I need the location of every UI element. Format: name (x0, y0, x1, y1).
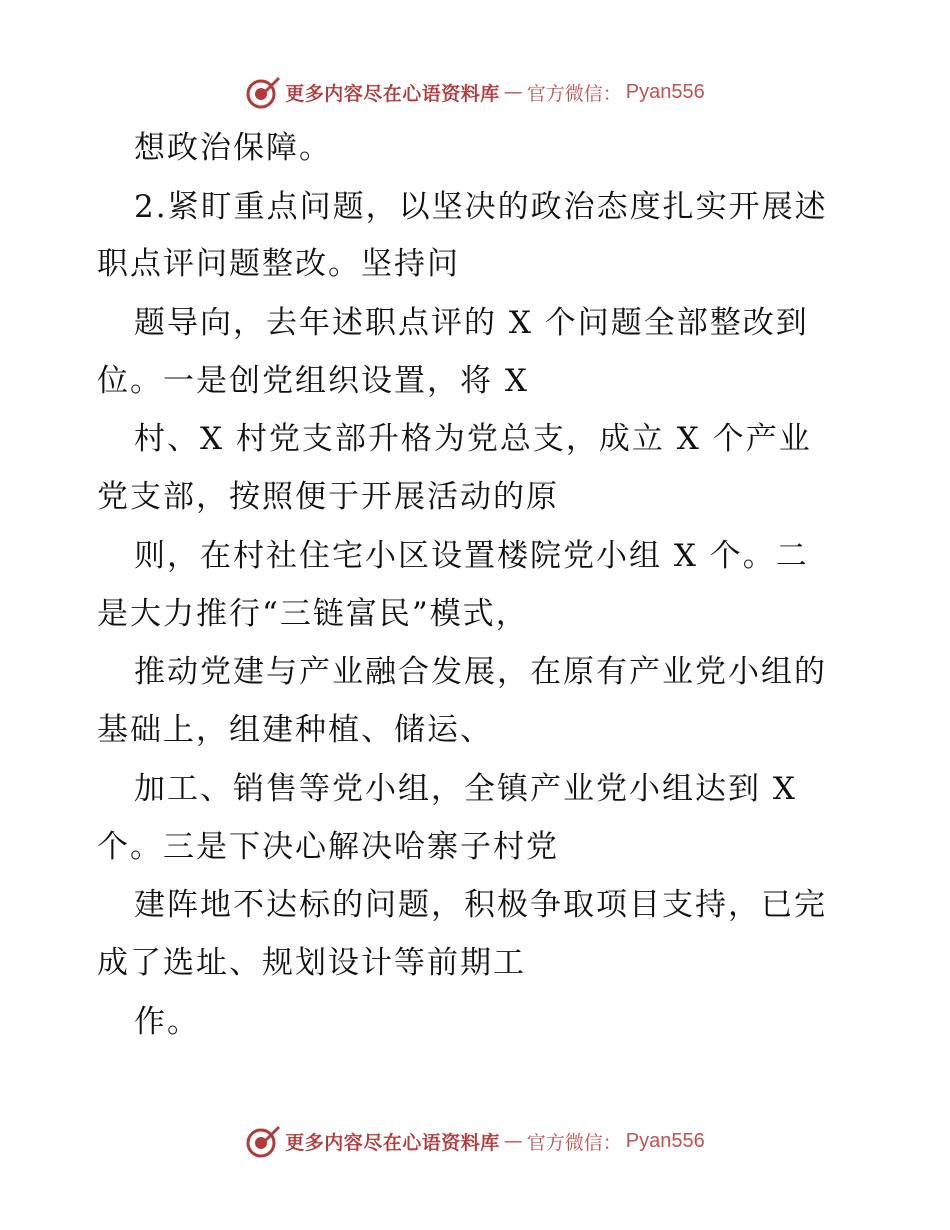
text-line: 则，在村社住宅小区设置楼院党小组 X 个。二 (134, 538, 809, 574)
watermark-label: 官方微信： (526, 1131, 622, 1154)
text-line: 党支部，按照便于开展活动的原 (97, 479, 559, 515)
text-line: 个。三是下决心解决哈寨子村党 (97, 829, 559, 865)
header-watermark (0, 72, 950, 112)
text-line: 加工、销售等党小组，全镇产业党小组达到 X (134, 771, 797, 807)
watermark-account: Pyan556 (625, 1129, 705, 1152)
watermark-account: Pyan556 (625, 80, 705, 103)
watermark-label: 官方微信： (526, 82, 622, 105)
watermark-dash: — (503, 81, 523, 103)
text-line: 是大力推行“三链富民”模式， (97, 596, 529, 632)
footer-watermark (0, 1121, 950, 1161)
text-line: 2.紧盯重点问题，以坚决的政治态度扎实开展述 (134, 189, 828, 225)
text-line: 成了选址、规划设计等前期工 (97, 945, 526, 981)
pen-logo-icon (245, 74, 281, 110)
text-line: 村、X 村党支部升格为党总支，成立 X 个产业 (134, 421, 812, 457)
text-line: 推动党建与产业融合发展，在原有产业党小组的 (134, 654, 827, 690)
watermark-text: 更多内容尽在心语资料库 (285, 82, 500, 105)
text-line: 想政治保障。 (134, 130, 332, 166)
watermark-text: 更多内容尽在心语资料库 (285, 1131, 500, 1154)
text-line: 位。一是创党组织设置，将 X (97, 363, 529, 399)
text-line: 基础上，组建种植、储运、 (97, 712, 493, 748)
text-line: 题导向，去年述职点评的 X 个问题全部整改到 (134, 305, 809, 341)
text-line: 职点评问题整改。坚持问 (97, 246, 460, 282)
watermark-dash: — (503, 1130, 523, 1152)
pen-logo-icon (245, 1123, 281, 1159)
text-line: 作。 (134, 1004, 200, 1040)
text-line: 建阵地不达标的问题，积极争取项目支持，已完 (134, 887, 827, 923)
